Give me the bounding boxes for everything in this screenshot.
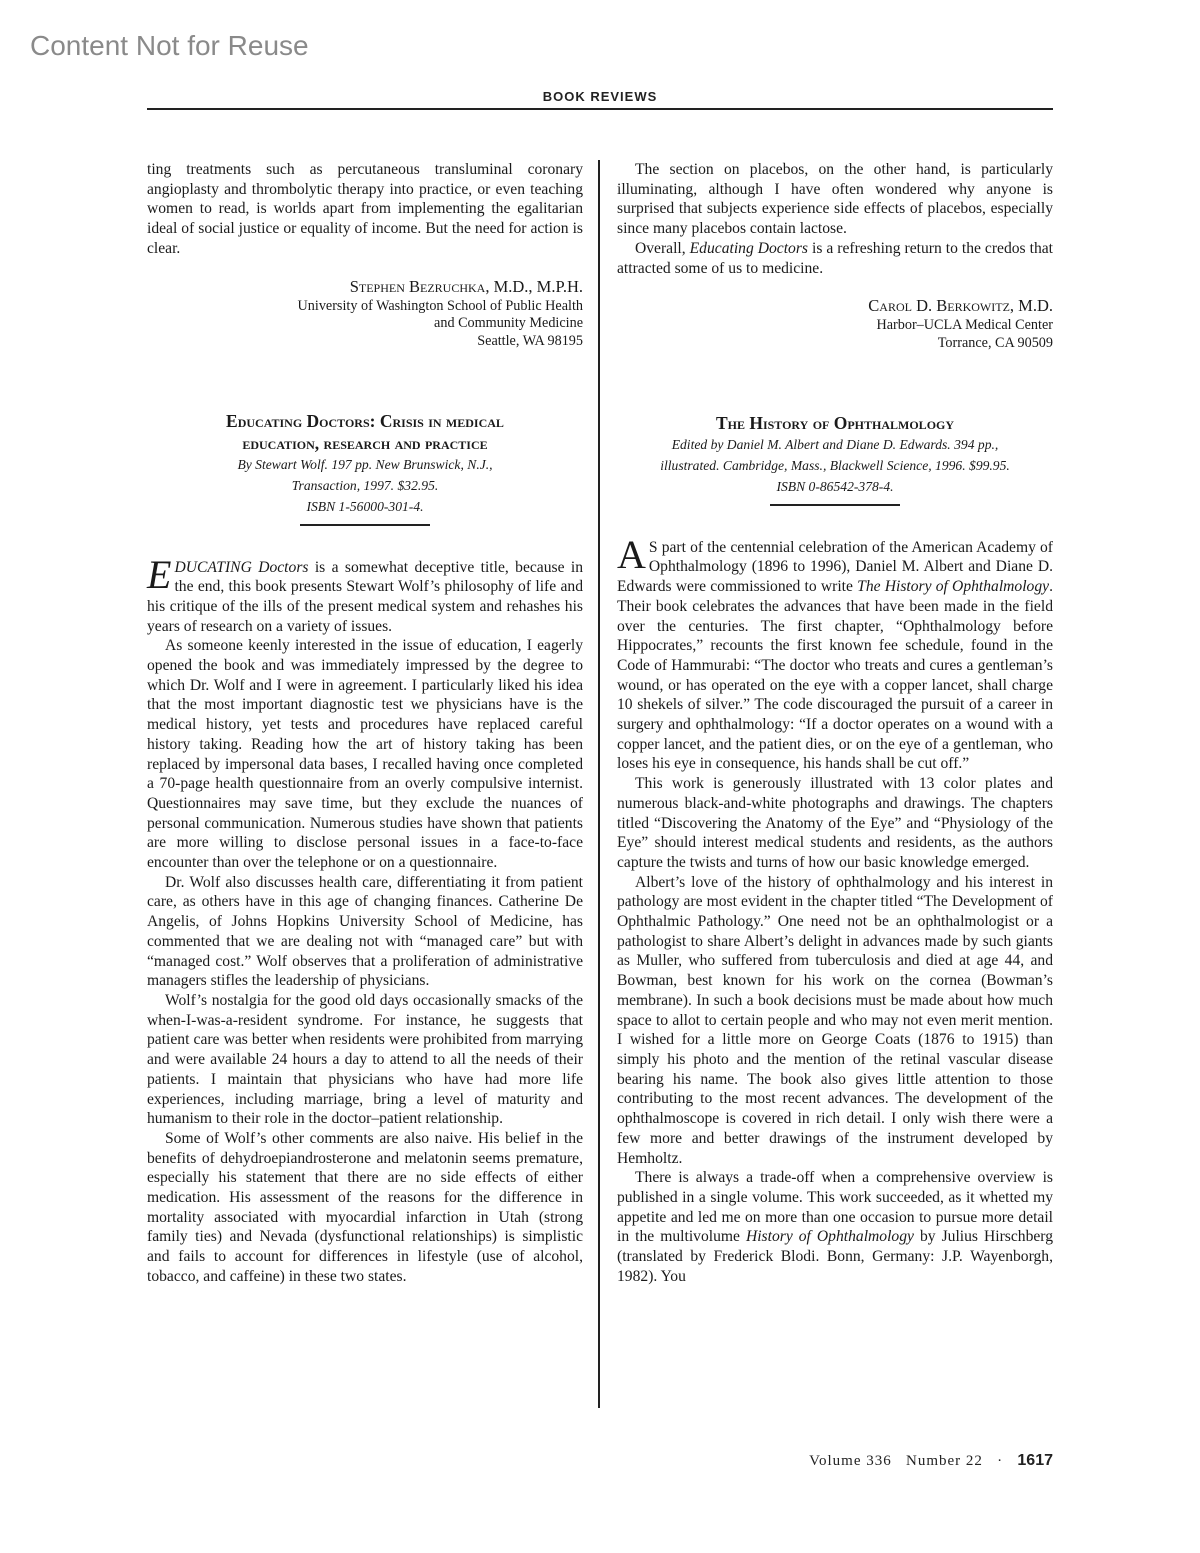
reviewer-signature xyxy=(147,276,583,351)
drop-cap: E xyxy=(147,551,172,597)
reviewer-city: Seattle, WA 98195 xyxy=(477,332,583,349)
reviewer-signature xyxy=(617,295,1053,352)
review-paragraph: The section on placebos, on the other hand, is particularly illuminating, although I have often wondered why anyone is surprised that subjects experience side effects of placebos, especially since many placebos contain lactose. xyxy=(617,161,1053,238)
book-citation: illustrated. Cambridge, Mass., Blackwell Science, 1996. $99.95. xyxy=(660,458,1010,474)
book-title: Educating Doctors: Crisis in medical xyxy=(226,411,504,432)
paragraph-text: Overall, xyxy=(635,239,690,257)
book-title-inline: History of Ophthalmology xyxy=(745,1228,914,1246)
page-number: 1617 xyxy=(1017,1452,1053,1469)
review-heading xyxy=(147,410,583,526)
running-head: BOOK REVIEWS xyxy=(542,89,658,104)
page-footer xyxy=(809,1452,1053,1470)
review-paragraph: This work is generously illustrated with 13 color plates and numerous black-and-white photographs and drawings. The chapters titled “Discovering the Anatomy of the Eye” and “Physiology of the Eye” should interest medical students and residents, as the authors capture the twists and turns of how our basic knowledge emerged. xyxy=(617,775,1053,871)
book-title: education, research and practice xyxy=(242,433,488,454)
book-citation: By Stewart Wolf. 197 pp. New Brunswick, N.J., xyxy=(237,457,493,473)
watermark: Content Not for Reuse xyxy=(30,30,309,61)
paragraph-text: . Their book celebrates the advances that have been made in the field over the centuries. The first chapter, “Ophthalmology before Hippocrates,” recounts the first known fee schedule, found in the Code of Hammurabi: “The doctor who treats and cures a gentleman’s wound, or has operated on the eye with a copper lancet, shall charge 10 shekels of silver.” The code discouraged the pursuit of a career in surgery and ophthalmology: “If a doctor operates on a wound with a copper lancet, and the patient dies, or on the eye of a gentleman, who loses his eye in consequence, his hands shall be cut off.” xyxy=(617,578,1053,773)
review-paragraph: Albert’s love of the history of ophthalmology and his interest in pathology are most evident in the chapter titled “The Development of Ophthalmic Pathology.” One need not be an ophthalmologist or a pathologist to share Albert’s delight in advances made by such giants as Muller, who suffered from tuberculosis and died at age 44, and Bowman, best known for his work on the cornea (Bowman’s membrane). In such a book decisions must be made about how much space to allot to certain people and who may not even merit mention. I wished for a little more on George Coats (1876 to 1915) than simply his photo and the mention of the retinal vascular disease bearing his name. The book also gives little attention to those contributing to the most recent advances. The development of the ophthalmoscope is covered in rich detail. I only wish there were a few more and better drawings of the instrument developed by Hemholtz. xyxy=(617,873,1053,1167)
header-rule xyxy=(147,108,1053,110)
book-title-inline: The History of Ophthalmology xyxy=(857,578,1050,596)
issue-number: Number 22 xyxy=(906,1453,983,1469)
reviewer-affiliation: and Community Medicine xyxy=(434,315,583,332)
paragraph-text: is a refreshing return to the credos that attracted some of us to medicine. xyxy=(617,239,1053,277)
reviewer-affiliation: Harbor–UCLA Medical Center xyxy=(876,317,1053,334)
left-column xyxy=(147,160,583,1287)
book-isbn: ISBN 1-56000-301-4. xyxy=(306,499,424,515)
heading-rule xyxy=(300,524,430,526)
book-citation: Transaction, 1997. $32.95. xyxy=(291,478,439,494)
review-paragraph: Some of Wolf’s other comments are also naive. His belief in the benefits of dehydroepiandrosterone and melatonin seems premature, especially his statement that there are no side effects of either medication. His assessment of the reasons for the difference in mortality associated with myocardial infarction in Utah (strong family ties) and Nevada (dysfunctional relationships) is simplistic and fails to account for differences in lifestyle (use of alcohol, tobacco, and caffeine) in these two states. xyxy=(147,1129,583,1285)
review-paragraph xyxy=(617,1168,1053,1286)
footer-separator: · xyxy=(997,1453,1004,1469)
volume-label: Volume 336 xyxy=(809,1453,892,1469)
heading-rule xyxy=(770,504,900,506)
carryover-paragraph: ting treatments such as percutaneous transluminal coronary angioplasty and thrombolytic therapy into practice, or even teaching women to read, is worlds apart from implementing the egalitarian ideal of social justice or equality of income. But the need for action is clear. xyxy=(147,161,583,257)
review-paragraph xyxy=(617,531,1053,774)
book-title: The History of Ophthalmology xyxy=(715,413,955,434)
review-heading xyxy=(617,412,1053,506)
reviewer-name: Stephen Bezruchka, M.D., M.P.H. xyxy=(349,276,583,296)
book-title-inline: Educating Doctors xyxy=(689,239,808,257)
reviewer-city: Torrance, CA 90509 xyxy=(937,334,1053,351)
review-paragraph xyxy=(147,551,583,637)
review-paragraph: Wolf’s nostalgia for the good old days occasionally smacks of the when-I-was-a-resident syndrome. For instance, he suggests that patient care was better when residents were prohibited from marrying and were available 24 hours a day to attend to all the needs of their patients. I maintain that physicians who have had more life experiences, including marriage, bring a level of maturity and humanism to their role in the doctor–patient relationship. xyxy=(147,991,583,1128)
paragraph-text: is a somewhat deceptive title, because in the end, this book presents Stewart Wolf’s philosophy of life and his critique of the ills of the present medical system and rehashes his years of research on a variety of issues. xyxy=(147,558,583,635)
book-citation: Edited by Daniel M. Albert and Diane D. Edwards. 394 pp., xyxy=(671,437,999,453)
reviewer-affiliation: University of Washington School of Public Health xyxy=(297,297,583,314)
paragraph-text: by Julius Hirschberg (translated by Frederick Blodi. Bonn, Germany: J.P. Wayenborgh, 1982). You xyxy=(617,1228,1053,1285)
review-paragraph xyxy=(617,239,1053,278)
reviewer-name: Carol D. Berkowitz, M.D. xyxy=(868,296,1053,316)
review-paragraph: As someone keenly interested in the issue of education, I eagerly opened the book and was immediately impressed by the degree to which Dr. Wolf and I were in agreement. I particularly liked his idea that the most important diagnostic test we physicians have is the medical history, yet tests and procedures have replaced careful history taking. Reading how the art of history taking has been replaced by impersonal data bases, I recalled having once completed a 70-page health questionnaire from an overly compulsive internist. Questionnaires may save time, but they exclude the nuances of personal communication. Numerous studies have shown that patients are more willing to disclose personal issues in a face-to-face encounter than over the telephone or on a questionnaire. xyxy=(147,637,583,872)
right-column xyxy=(617,160,1053,1286)
book-title-inline: DUCATING Doctors xyxy=(174,558,309,576)
paragraph-text: S part of the centennial celebration of the American Academy of Ophthalmology (1896 to 1996), Daniel M. Albert and Diane D. Edwards were commissioned to write xyxy=(617,538,1053,596)
paragraph-text: There is always a trade-off when a comprehensive overview is published in a single volume. This work succeeded, as it whetted my appetite and led me on more than one occasion to pursue more detail in the multivolume xyxy=(617,1169,1053,1246)
drop-cap: A xyxy=(617,531,646,577)
book-isbn: ISBN 0-86542-378-4. xyxy=(776,479,894,495)
column-divider xyxy=(598,160,600,1408)
review-paragraph: Dr. Wolf also discusses health care, differentiating it from patient care, as others have in this age of changing finances. Catherine De Angelis, of Johns Hopkins University School of Medicine, has commented that we are dealing not with “managed care” but with “managed cost.” Wolf observes that a proliferation of administrative managers stifles the leadership of physicians. xyxy=(147,873,583,990)
